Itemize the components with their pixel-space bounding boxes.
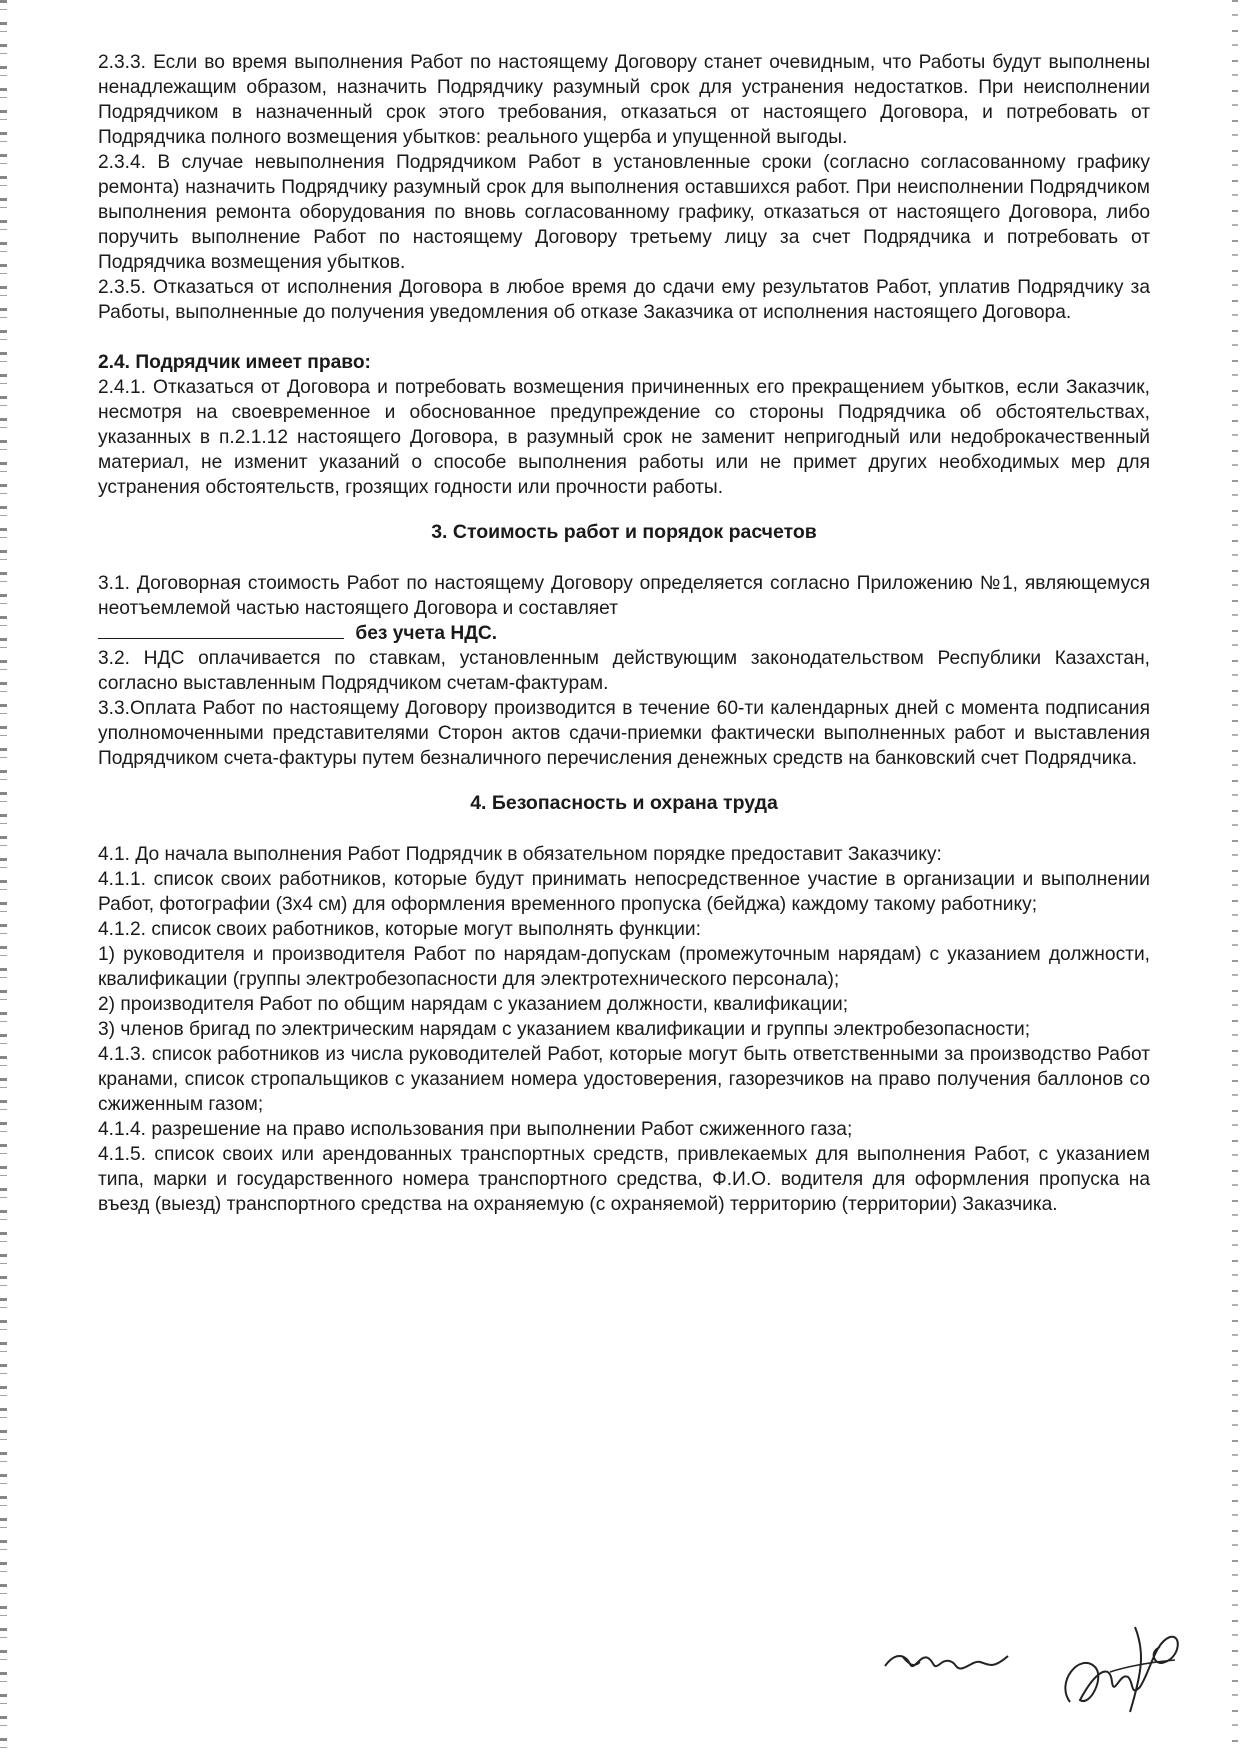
clause-4-1-3: 4.1.3. список работников из числа руководителей Работ, которые могут быть ответственными за производство Работ кранами, список стропальщиков с указанием номера удостоверения, газорезчиков на право получения баллонов со сжиженным газом; bbox=[98, 1044, 1150, 1115]
clause-3-2: 3.2. НДС оплачивается по ставкам, установленным действующим законодательством Республики Казахстан, согласно выставленным Подрядчиком счетам-фактурам. bbox=[98, 648, 1150, 694]
clause-2-3-5: 2.3.5. Отказаться от исполнения Договора в любое время до сдачи ему результатов Работ, уплатив Подрядчику за Работы, выполненные до получения уведомления об отказе Заказчика от исполнения настоящего Договора. bbox=[98, 277, 1150, 323]
clause-3-1-text: 3.1. Договорная стоимость Работ по настоящему Договору определяется согласно Приложению №1, являющемуся неотъемлемой частью настоящего Договора и составляет bbox=[98, 573, 1150, 619]
scan-edge-left bbox=[0, 0, 7, 1754]
document-page bbox=[98, 50, 1150, 1217]
clause-4-1-2: 4.1.2. список своих работников, которые могут выполнять функции: bbox=[98, 919, 701, 940]
clause-4-1: 4.1. До начала выполнения Работ Подрядчик в обязательном порядке предоставит Заказчику: bbox=[98, 844, 942, 865]
scan-edge-right bbox=[1232, 0, 1238, 1754]
clause-3-1 bbox=[98, 571, 1150, 646]
section-4-heading: 4. Безопасность и охрана труда bbox=[470, 792, 778, 814]
clause-4-1-2-item-1: 1) руководителя и производителя Работ по нарядам-допускам (промежуточным нарядам) с указанием должности, квалификации (группы электробезопасности для электротехнического персонала); bbox=[98, 944, 1150, 990]
clause-2-4-1: 2.4.1. Отказаться от Договора и потребовать возмещения причиненных его прекращением убытков, если Заказчик, несмотря на своевременное и обоснованное предупреждение со стороны Подрядчика об обстоятельствах, указанных в п.2.1.12 настоящего Договора, в разумный срок не заменит непригодный или недоброкачественный материал, не изменит указаний о способе выполнения работы или не примет других необходимых мер для устранения обстоятельств, грозящих годности или прочности работы. bbox=[98, 377, 1150, 498]
clause-4-1-4: 4.1.4. разрешение на право использования при выполнении Работ сжиженного газа; bbox=[98, 1119, 853, 1140]
signature-mark-2 bbox=[1050, 1612, 1190, 1722]
clause-2-3-4: 2.3.4. В случае невыполнения Подрядчиком Работ в установленные сроки (согласно согласованному графику ремонта) назначить Подрядчику разумный срок для выполнения оставшихся работ. При неисполнении Подрядчиком выполнения ремонта оборудования по вновь согласованному графику, отказаться от настоящего Договора, либо поручить выполнение Работ по настоящему Договору третьему лицу за счет Подрядчика и потребовать от Подрядчика возмещения убытков. bbox=[98, 152, 1150, 273]
signature-mark-1 bbox=[880, 1634, 1015, 1689]
amount-blank-line bbox=[98, 621, 344, 639]
clause-3-1-vat-note: без учета НДС. bbox=[355, 623, 498, 644]
clause-4-1-2-item-2: 2) производителя Работ по общим нарядам с указанием должности, квалификации; bbox=[98, 994, 849, 1015]
clause-2-3-3: 2.3.3. Если во время выполнения Работ по настоящему Договору станет очевидным, что Работы будут выполнены ненадлежащим образом, назначить Подрядчику разумный срок для устранения недостатков. При неисполнении Подрядчиком в назначенный срок этого требования, отказаться от настоящего Договора, и потребовать от Подрядчика полного возмещения убытков: реального ущерба и упущенной выгоды. bbox=[98, 52, 1150, 148]
clause-4-1-5: 4.1.5. список своих или арендованных транспортных средств, привлекаемых для выполнения Работ, с указанием типа, марки и государственного номера транспортного средства, Ф.И.О. водителя для оформления пропуска на въезд (выезд) транспортного средства на охраняемую (с охраняемой) территорию (территории) Заказчика. bbox=[98, 1144, 1150, 1215]
section-2-4-title: 2.4. Подрядчик имеет право: bbox=[98, 352, 371, 373]
clause-3-3: 3.3.Оплата Работ по настоящему Договору производится в течение 60-ти календарных дней с момента подписания уполномоченными представителями Сторон актов сдачи-приемки фактически выполненных работ и выставления Подрядчиком счета-фактуры путем безналичного перечисления денежных средств на банковский счет Подрядчика. bbox=[98, 698, 1150, 769]
clause-4-1-1: 4.1.1. список своих работников, которые будут принимать непосредственное участие в организации и выполнении Работ, фотографии (3х4 см) для оформления временного пропуска (бейджа) каждому такому работнику; bbox=[98, 869, 1150, 915]
clause-4-1-2-item-3: 3) членов бригад по электрическим нарядам с указанием квалификации и группы электробезопасности; bbox=[98, 1019, 1031, 1040]
section-3-heading: 3. Стоимость работ и порядок расчетов bbox=[431, 521, 817, 543]
